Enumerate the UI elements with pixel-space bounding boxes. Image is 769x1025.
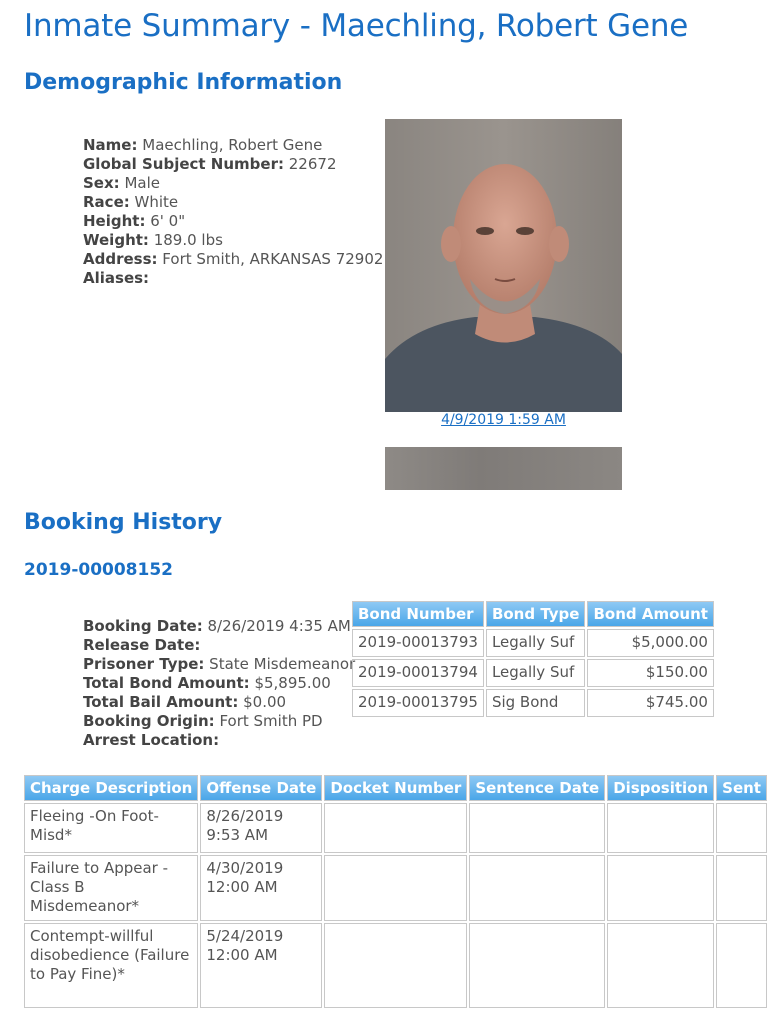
sentence-cell [716, 855, 767, 921]
charge-row [24, 923, 767, 1008]
arrest-location-row [83, 731, 355, 750]
charge-row [24, 803, 767, 853]
sentence-date-cell [469, 923, 605, 1008]
page-title: Inmate Summary - Maechling, Robert Gene [24, 8, 689, 44]
gsn-row [83, 155, 383, 174]
secondary-photo[interactable] [385, 447, 622, 490]
charge-description-cell: Fleeing -On Foot-Misd* [24, 803, 198, 853]
height-label: Height: [83, 212, 146, 230]
name-value: Maechling, Robert Gene [142, 136, 323, 154]
sex-label: Sex: [83, 174, 120, 192]
bond-type-cell: Legally Suf [486, 629, 586, 657]
bond-table [350, 599, 716, 719]
weight-row [83, 231, 383, 250]
bond-row [352, 659, 714, 687]
aliases-row [83, 269, 383, 288]
docket-number-cell [324, 803, 467, 853]
booking-origin-value: Fort Smith PD [219, 712, 323, 730]
bond-number-header: Bond Number [352, 601, 484, 627]
charge-table [22, 773, 769, 1010]
offense-date-cell: 4/30/2019 12:00 AM [200, 855, 322, 921]
sex-row [83, 174, 383, 193]
charge-description-cell: Contempt-willful disobedience (Failure to Pay Fine)* [24, 923, 198, 1008]
address-label: Address: [83, 250, 158, 268]
prisoner-type-value: State Misdemeanor [209, 655, 356, 673]
aliases-label: Aliases: [83, 269, 150, 287]
total-bond-label: Total Bond Amount: [83, 674, 250, 692]
mugshot-image [385, 119, 622, 412]
height-value: 6' 0" [150, 212, 186, 230]
booking-origin-label: Booking Origin: [83, 712, 215, 730]
bond-amount-cell: $150.00 [587, 659, 713, 687]
charge-description-cell: Failure to Appear - Class B Misdemeanor* [24, 855, 198, 921]
bond-header-row [352, 601, 714, 627]
docket-number-cell [324, 923, 467, 1008]
race-label: Race: [83, 193, 130, 211]
offense-date-header: Offense Date [200, 775, 322, 801]
address-value: Fort Smith, ARKANSAS 72902 [162, 250, 384, 268]
photo-date-link[interactable]: 4/9/2019 1:59 AM [441, 412, 566, 428]
sentence-header: Sent [716, 775, 767, 801]
total-bail-label: Total Bail Amount: [83, 693, 239, 711]
docket-number-cell [324, 855, 467, 921]
weight-value: 189.0 lbs [153, 231, 223, 249]
name-row [83, 136, 383, 155]
booking-number: 2019-00008152 [24, 560, 173, 580]
charge-description-header: Charge Description [24, 775, 198, 801]
bond-type-cell: Legally Suf [486, 659, 586, 687]
charge-row [24, 855, 767, 921]
booking-origin-row [83, 712, 355, 731]
sentence-cell [716, 923, 767, 1008]
disposition-cell [607, 923, 714, 1008]
bond-type-cell: Sig Bond [486, 689, 586, 717]
height-row [83, 212, 383, 231]
demographic-heading: Demographic Information [24, 70, 343, 95]
sentence-date-cell [469, 855, 605, 921]
address-row [83, 250, 383, 269]
disposition-cell [607, 855, 714, 921]
offense-date-cell: 8/26/2019 9:53 AM [200, 803, 322, 853]
mugshot-photo[interactable] [385, 119, 622, 412]
bond-number-cell: 2019-00013794 [352, 659, 484, 687]
docket-number-header: Docket Number [324, 775, 467, 801]
booking-date-value: 8/26/2019 4:35 AM [207, 617, 351, 635]
race-value: White [134, 193, 179, 211]
offense-date-cell: 5/24/2019 12:00 AM [200, 923, 322, 1008]
charge-header-row [24, 775, 767, 801]
bond-type-header: Bond Type [486, 601, 586, 627]
booking-history-heading: Booking History [24, 510, 223, 535]
prisoner-type-label: Prisoner Type: [83, 655, 205, 673]
bond-row [352, 689, 714, 717]
release-date-label: Release Date: [83, 636, 201, 654]
bond-amount-cell: $745.00 [587, 689, 713, 717]
bond-row [352, 629, 714, 657]
total-bail-row [83, 693, 355, 712]
booking-date-row [83, 617, 355, 636]
prisoner-type-row [83, 655, 355, 674]
sentence-cell [716, 803, 767, 853]
total-bond-value: $5,895.00 [254, 674, 331, 692]
bond-amount-cell: $5,000.00 [587, 629, 713, 657]
sex-value: Male [124, 174, 160, 192]
total-bond-row [83, 674, 355, 693]
bond-number-cell: 2019-00013795 [352, 689, 484, 717]
booking-date-label: Booking Date: [83, 617, 203, 635]
arrest-location-label: Arrest Location: [83, 731, 220, 749]
demographic-info [83, 136, 383, 288]
weight-label: Weight: [83, 231, 149, 249]
disposition-header: Disposition [607, 775, 714, 801]
sentence-date-header: Sentence Date [469, 775, 605, 801]
release-date-row [83, 636, 355, 655]
gsn-label: Global Subject Number: [83, 155, 284, 173]
sentence-date-cell [469, 803, 605, 853]
booking-info [83, 617, 355, 750]
disposition-cell [607, 803, 714, 853]
race-row [83, 193, 383, 212]
name-label: Name: [83, 136, 138, 154]
bond-amount-header: Bond Amount [587, 601, 713, 627]
gsn-value: 22672 [288, 155, 337, 173]
bond-number-cell: 2019-00013793 [352, 629, 484, 657]
total-bail-value: $0.00 [243, 693, 287, 711]
